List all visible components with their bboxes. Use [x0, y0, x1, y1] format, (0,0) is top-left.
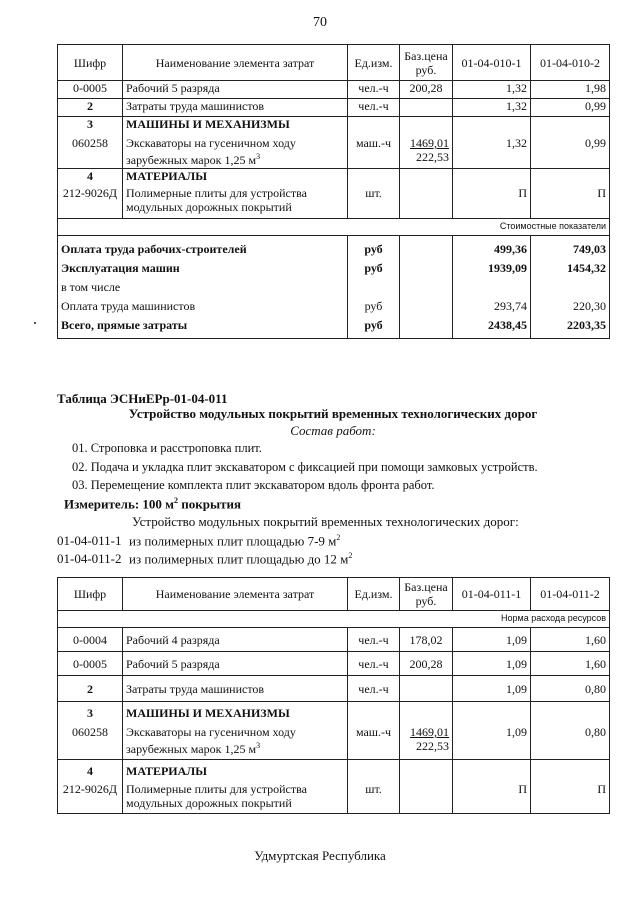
summary-label: Оплата труда рабочих-строителей — [61, 242, 247, 256]
table-row — [58, 652, 610, 676]
row-unit: чел.-ч — [348, 652, 400, 676]
footer-region: Удмуртская Республика — [254, 848, 386, 863]
row-value-2: П — [531, 169, 610, 219]
header-col-2: 01-04-010-2 — [531, 45, 610, 81]
variant-item: 01-04-011-2 из полимерных плит площадью до 12 $м^2$ — [57, 551, 353, 567]
row-unit: чел.-ч — [348, 81, 400, 99]
row-name: Затраты труда машинистов — [123, 99, 348, 117]
row-value-1: 1,09 — [453, 652, 531, 676]
row-code: 4 212-9026Д — [58, 760, 123, 814]
row-code: 3 060258 — [58, 117, 123, 169]
row-code: 0-0004 — [58, 628, 123, 652]
row-price — [400, 676, 453, 702]
row-code: 0-0005 — [58, 81, 123, 99]
row-unit: чел.-ч — [348, 676, 400, 702]
row-value-2: П — [531, 760, 610, 814]
header-col-1: 01-04-011-1 — [453, 578, 531, 611]
row-unit: маш.-ч — [348, 702, 400, 760]
cost-note-row — [58, 219, 610, 236]
row-price: 200,28 — [400, 652, 453, 676]
page-number: 70 — [313, 15, 327, 30]
summary-values-2: 749,03 1454,32 220,30 2203,35 — [531, 236, 610, 339]
row-value-2: 0,80 — [531, 676, 610, 702]
cost-note: Стоимостные показатели — [58, 219, 610, 236]
header-shifr: Шифр — [58, 578, 123, 611]
row-name: МАТЕРИАЛЫ Полимерные плиты для устройства модульных дорожных покрытий — [123, 169, 348, 219]
description: Устройство модульных покрытий временных технологических дорог: — [132, 514, 519, 529]
row-price: 178,02 — [400, 628, 453, 652]
table-row — [58, 169, 610, 219]
header-name: Наименование элемента затрат — [123, 45, 348, 81]
table-header-row — [58, 45, 610, 81]
summary-labels — [58, 236, 348, 339]
summary-label: Оплата труда машинистов — [61, 299, 196, 313]
row-value-1: 1,32 — [453, 99, 531, 117]
work-item: 03. Перемещение комплекта плит экскаватором вдоль фронта работ. — [72, 478, 435, 492]
table-row — [58, 99, 610, 117]
summary-units: руб руб руб руб — [348, 236, 400, 339]
table-2-title: Таблица ЭСНиЕРр-01-04-011 — [57, 391, 228, 406]
row-name: Затраты труда машинистов — [123, 676, 348, 702]
table-row — [58, 628, 610, 652]
row-name: Рабочий 5 разряда — [123, 652, 348, 676]
variant-item: 01-04-011-1 из полимерных плит площадью 7-9 $м^2$ — [57, 533, 341, 549]
row-price: 1469,01 222,53 — [400, 702, 453, 760]
row-name: Рабочий 4 разряда — [123, 628, 348, 652]
table-row — [58, 702, 610, 760]
summary-label: Всего, прямые затраты — [61, 318, 188, 332]
row-code: 2 — [58, 676, 123, 702]
row-value-2: 1,98 — [531, 81, 610, 99]
header-col-2: 01-04-011-2 — [531, 578, 610, 611]
work-item: 01. Строповка и расстроповка плит. — [72, 441, 262, 455]
summary-price — [400, 236, 453, 339]
row-value-2: 0,99 — [531, 99, 610, 117]
work-item: 02. Подача и укладка плит экскаватором с фиксацией при помощи замковых устройств. — [72, 460, 538, 474]
row-value-1: П — [453, 169, 531, 219]
scan-dot — [34, 322, 36, 324]
table-2-subtitle: Устройство модульных покрытий временных технологических дорог — [128, 406, 538, 421]
row-price: 1469,01 222,53 — [400, 117, 453, 169]
row-code: 3 060258 — [58, 702, 123, 760]
row-code: 0-0005 — [58, 652, 123, 676]
cost-table-1 — [57, 44, 610, 339]
header-unit: Ед.изм. — [348, 45, 400, 81]
norm-note-row — [58, 611, 610, 628]
row-value-1: 1,32 — [453, 117, 531, 169]
row-value-2: 1,60 — [531, 652, 610, 676]
norm-note: Норма расхода ресурсов — [58, 611, 610, 628]
row-unit: чел.-ч — [348, 628, 400, 652]
row-value-2: 1,60 — [531, 628, 610, 652]
row-unit: чел.-ч — [348, 99, 400, 117]
composition-label: Состав работ: — [290, 423, 376, 438]
row-code: 2 — [58, 99, 123, 117]
row-name: Рабочий 5 разряда — [123, 81, 348, 99]
measurer: Измеритель: 100 $м^2$ покрытия — [64, 496, 242, 512]
row-value-1: П — [453, 760, 531, 814]
row-price — [400, 99, 453, 117]
row-value-1: 1,32 — [453, 81, 531, 99]
row-unit: шт. — [348, 169, 400, 219]
row-name: МАТЕРИАЛЫ Полимерные плиты для устройства модульных дорожных покрытий — [123, 760, 348, 814]
row-name: МАШИНЫ И МЕХАНИЗМЫ Экскаваторы на гусеничном ходу зарубежных марок 1,25 $м^3$ — [123, 702, 348, 760]
row-value-2: 0,99 — [531, 117, 610, 169]
row-value-1: 1,09 — [453, 702, 531, 760]
row-value-1: 1,09 — [453, 676, 531, 702]
table-header-row — [58, 578, 610, 611]
header-shifr: Шифр — [58, 45, 123, 81]
row-unit: шт. — [348, 760, 400, 814]
table-row — [58, 117, 610, 169]
row-code: 4 212-9026Д — [58, 169, 123, 219]
row-value-1: 1,09 — [453, 628, 531, 652]
summary-label: Эксплуатация машин — [61, 261, 180, 275]
summary-label: в том числе — [61, 280, 121, 294]
summary-block — [58, 236, 610, 339]
header-base-price: Баз.цена руб. — [400, 578, 453, 611]
row-name: МАШИНЫ И МЕХАНИЗМЫ Экскаваторы на гусеничном ходу зарубежных марок 1,25 $м^3$ — [123, 117, 348, 169]
summary-values-1: 499,36 1939,09 293,74 2438,45 — [453, 236, 531, 339]
row-price — [400, 169, 453, 219]
row-value-2: 0,80 — [531, 702, 610, 760]
header-name: Наименование элемента затрат — [123, 578, 348, 611]
row-price — [400, 760, 453, 814]
row-unit: маш.-ч — [348, 117, 400, 169]
header-col-1: 01-04-010-1 — [453, 45, 531, 81]
header-base-price: Баз.цена руб. — [400, 45, 453, 81]
table-row — [58, 81, 610, 99]
cost-table-2 — [57, 577, 610, 814]
table-row — [58, 676, 610, 702]
table-row — [58, 760, 610, 814]
row-price: 200,28 — [400, 81, 453, 99]
header-unit: Ед.изм. — [348, 578, 400, 611]
